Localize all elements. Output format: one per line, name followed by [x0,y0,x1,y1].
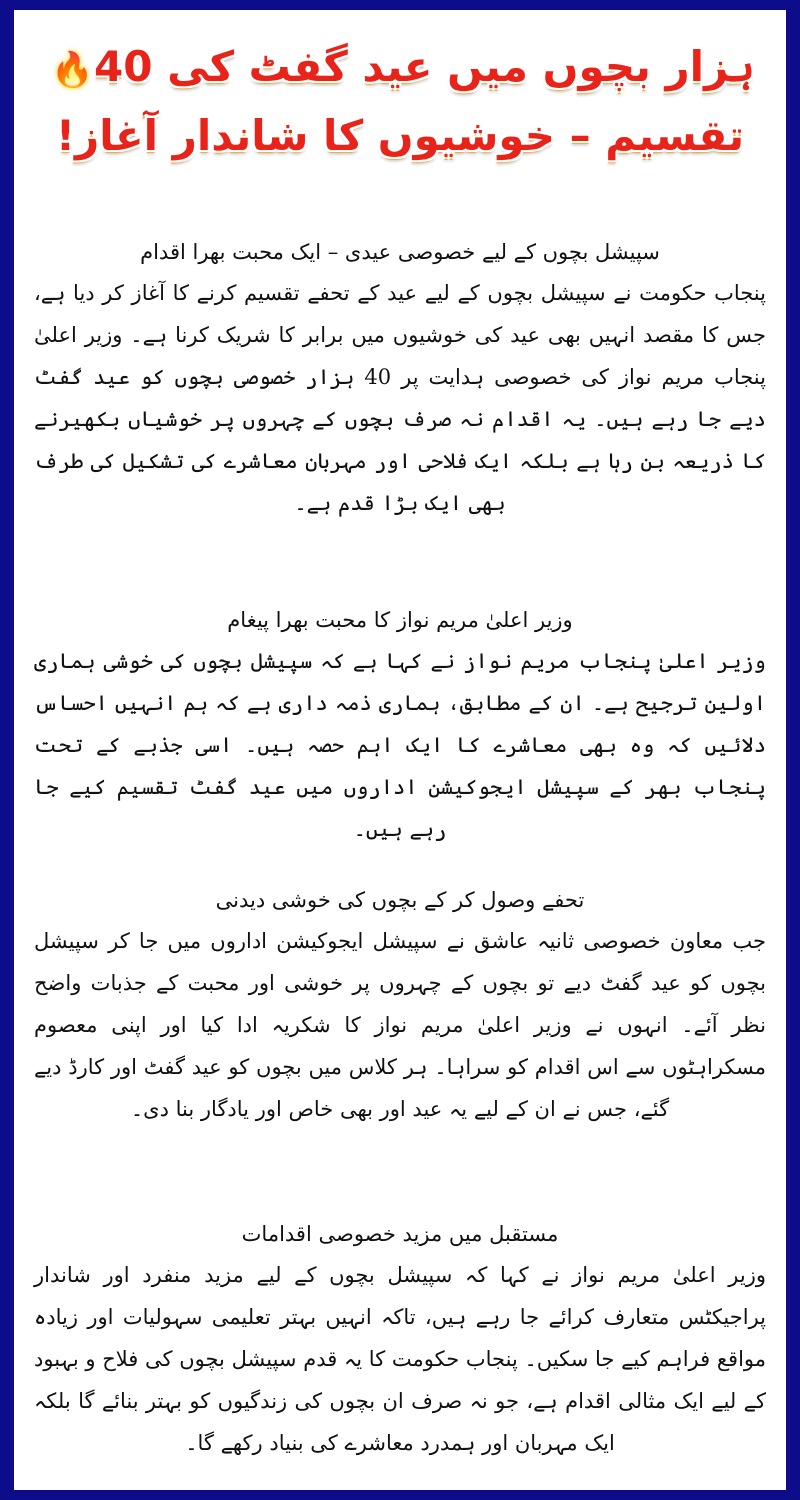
section-body: وزیر اعلیٰ مریم نواز نے کہا کہ سپیشل بچوں کے لیے مزید منفرد اور شاندار پراجیکٹس متعارف کرائے جا رہے ہیں، تاکہ انہیں بہتر تعلیمی سہولیات اور زیادہ مواقع فراہم کیے جا سکیں۔ پنجاب حکومت کا یہ قدم سپیشل بچوں کی فلاح و بہبود کے لیے ایک مثالی اقدام ہے، جو نہ صرف ان بچوں کی زندگیوں کو بہتر بنائے گا بلکہ ایک مہربان اور ہمدرد معاشرے کی بنیاد رکھے گا۔ [34,1263,766,1455]
fire-icon: 🔥 [51,49,95,90]
headline [32,34,768,169]
section-children-joy [32,880,768,1130]
section-title: مستقبل میں مزید خصوصی اقدامات [241,1222,559,1246]
article-content [32,24,768,1480]
section-body: پنجاب حکومت نے سپیشل بچوں کے لیے عید کے تحفے تقسیم کرنے کا آغاز کر دیا ہے، جس کا مقصد انہیں بھی عید کی خوشیوں میں برابر کا شریک کرنا ہے۔ وزیر اعلیٰ پنجاب مریم نواز کی خصوصی ہدایت پر 40 ہزار خصوصی بچوں کو عید گفٹ دیے جا رہے ہیں۔ یہ اقدام نہ صرف بچوں کے چہروں پر خوشیاں بکھیرنے کا ذریعہ بن رہا ہے بلکہ ایک فلاحی اور مہربان معاشرے کی تشکیل کی طرف بھی ایک بڑا قدم ہے۔ [34,281,766,515]
section-title: وزیر اعلیٰ مریم نواز کا محبت بھرا پیغام [227,608,573,632]
section-body: وزیر اعلیٰ پنجاب مریم نواز نے کہا ہے کہ سپیشل بچوں کی خوشی ہماری اولین ترجیح ہے۔ ان کے مطابق، ہماری ذمہ داری ہے کہ ہم انہیں احساس دلائیں کہ وہ بھی معاشرے کا ایک اہم حصہ ہیں۔ اسی جذبے کے تحت پنجاب بھر کے سپیشل ایجوکیشن اداروں میں عید گفٹ تقسیم کیے جا رہے ہیں۔ [34,649,766,841]
headline-line-1-text: ہزار بچوں میں عید گفٹ کی 40 [94,42,755,91]
section-title: تحفے وصول کر کے بچوں کی خوشی دیدنی [215,888,585,912]
headline-line-1 [32,34,768,103]
section-special-children-eidi [32,232,768,524]
section-title: سپیشل بچوں کے لیے خصوصی عیدی – ایک محبت بھرا اقدام [140,240,660,264]
section-cm-message [32,600,768,850]
section-future-initiatives [32,1214,768,1464]
headline-line-2: تقسیم – خوشیوں کا شاندار آغاز! [55,110,745,160]
section-body: جب معاون خصوصی ثانیہ عاشق نے سپیشل ایجوکیشن اداروں میں جا کر سپیشل بچوں کو عید گفٹ دیے تو بچوں کے چہروں پر خوشی اور محبت کے جذبات واضح نظر آئے۔ انہوں نے وزیر اعلیٰ مریم نواز کا شکریہ ادا کیا اور اپنی معصوم مسکراہٹوں سے اس اقدام کو سراہا۔ ہر کلاس میں بچوں کو عید گفٹ اور کارڈ دیے گئے، جس نے ان کے لیے یہ عید اور بھی خاص اور یادگار بنا دی۔ [34,929,766,1121]
